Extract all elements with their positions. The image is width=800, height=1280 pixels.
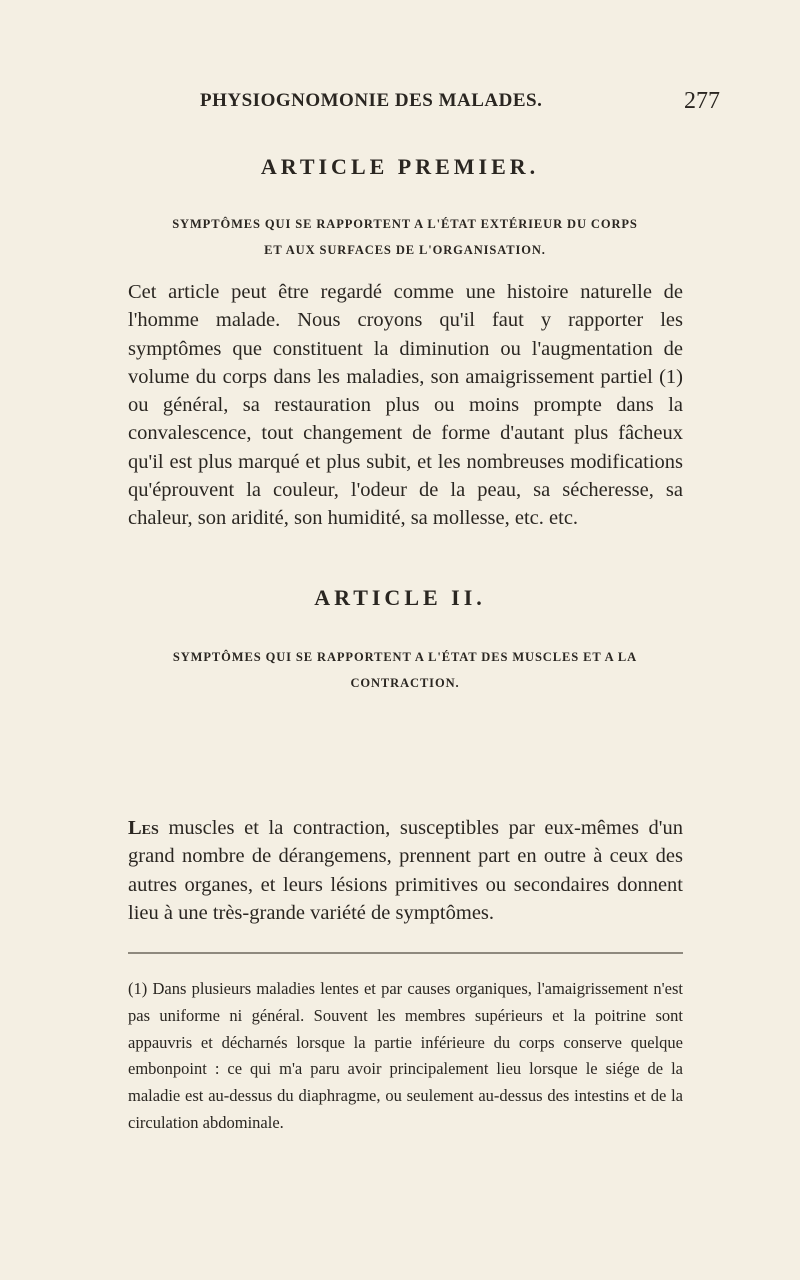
article-1-body: Cet article peut être regardé comme une histoire naturelle de l'homme malade. Nous croyons qu'il faut y rapporter les symptômes que constituent la diminution ou l'augmentation de volume du corps dans les maladies, son amaigrissement partiel (1) ou général, sa restauration plus ou moins prompte dans la convalescence, tout changement de forme d'autant plus fâcheux qu'il est plus marqué et plus subit, et les nombreuses modifications qu'éprouvent la couleur, l'odeur de la peau, sa sécheresse, sa chaleur, son aridité, son humidité, sa mollesse, etc. etc. bbox=[128, 281, 683, 530]
article-1-title: ARTICLE PREMIER. bbox=[260, 154, 540, 179]
running-head bbox=[200, 90, 720, 120]
article-2-subtitle-line-1: SYMPTÔMES QUI SE RAPPORTENT A L'ÉTAT DES MUSCLES ET A LA bbox=[172, 650, 638, 664]
article-1-subtitle-line-2: ET AUX SURFACES DE L'ORGANISATION. bbox=[264, 243, 546, 257]
article-2-body-text: muscles et la contraction, susceptibles par eux-mêmes d'un grand nombre de dérangemens, prennent part en outre à ceux des autres organes, et leurs lésions primitives ou secondaires donnent lieu à une très-grande variété de symptômes. bbox=[128, 817, 684, 924]
article-2-title: ARTICLE II. bbox=[314, 585, 486, 610]
article-2-subtitle-line-2: CONTRACTION. bbox=[350, 676, 460, 690]
article-1-subtitle bbox=[130, 211, 680, 263]
page-number: 277 bbox=[684, 88, 720, 114]
article-2-body bbox=[128, 814, 683, 927]
article-2-body-lead: Les bbox=[128, 817, 159, 839]
footnote-divider bbox=[128, 952, 683, 954]
footnote: (1) Dans plusieurs maladies lentes et par causes organiques, l'amaigrissement n'est pas uniforme ni général. Souvent les membres supérieurs et la poitrine sont appauvris et décharnés lorsque la partie inférieure du corps conserve quelque embonpoint : ce qui m'a paru avoir principalement lieu lorsque le siége de la maladie est au-dessus du diaphragme, ou seulement au-dessus des intestins et de la circulation abdominale. bbox=[128, 979, 683, 1132]
article-2-subtitle bbox=[130, 644, 680, 696]
running-title: PHYSIOGNOMONIE DES MALADES. bbox=[200, 90, 543, 111]
article-1-subtitle-line-1: SYMPTÔMES QUI SE RAPPORTENT A L'ÉTAT EXTÉRIEUR DU CORPS bbox=[172, 217, 638, 231]
